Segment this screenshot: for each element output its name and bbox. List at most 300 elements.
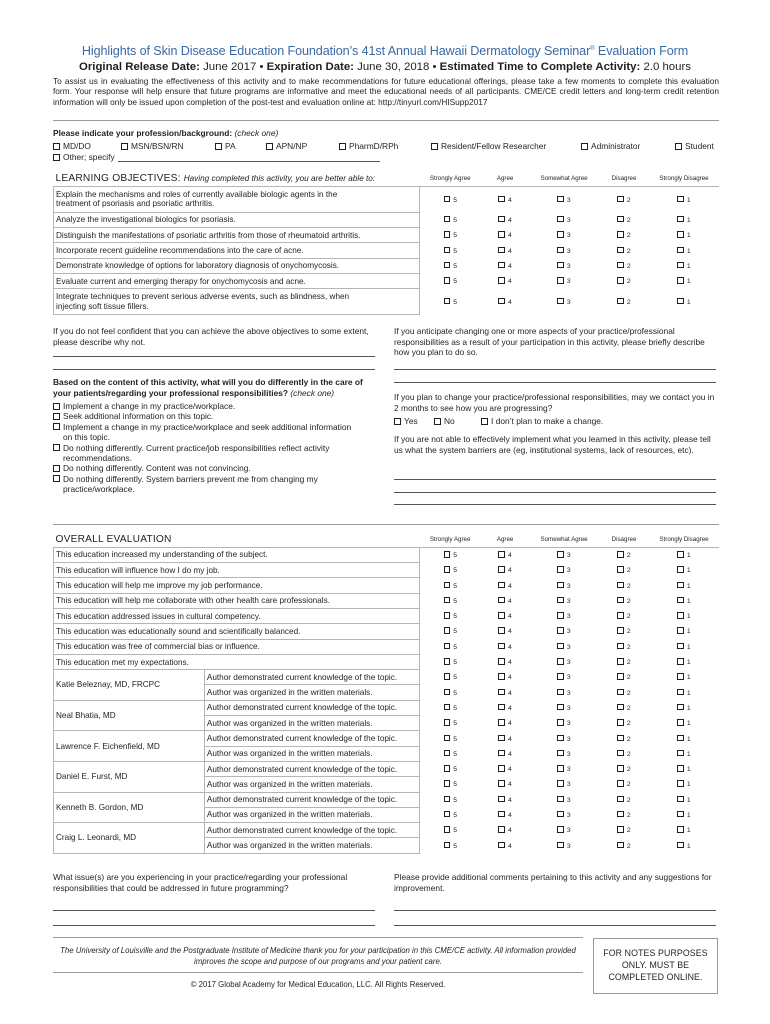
rating-option[interactable]: 3: [529, 593, 599, 608]
rating-option[interactable]: 2: [599, 563, 649, 578]
rating-checkbox[interactable]: [557, 735, 564, 742]
profession-option[interactable]: Student: [675, 141, 714, 151]
answer-line[interactable]: [53, 369, 375, 370]
rating-option[interactable]: 1: [649, 838, 719, 853]
rating-option[interactable]: 4: [481, 731, 529, 746]
rating-checkbox[interactable]: [557, 811, 564, 818]
rating-option[interactable]: 4: [481, 700, 529, 715]
rating-option[interactable]: 3: [529, 838, 599, 853]
rating-checkbox[interactable]: [498, 704, 505, 711]
rating-option[interactable]: 3: [529, 578, 599, 593]
rating-option[interactable]: 1: [649, 593, 719, 608]
profession-option[interactable]: Resident/Fellow Researcher: [431, 141, 546, 151]
rating-option[interactable]: 3: [529, 228, 599, 243]
rating-checkbox[interactable]: [617, 627, 624, 634]
do-differently-option[interactable]: Seek additional information on this topic.: [53, 411, 353, 421]
rating-checkbox[interactable]: [498, 216, 505, 223]
rating-option[interactable]: 4: [481, 563, 529, 578]
rating-option[interactable]: 2: [599, 792, 649, 807]
rating-option[interactable]: 1: [649, 258, 719, 273]
rating-option[interactable]: 4: [481, 823, 529, 838]
rating-checkbox[interactable]: [677, 811, 684, 818]
rating-option[interactable]: 3: [529, 563, 599, 578]
rating-checkbox[interactable]: [617, 704, 624, 711]
rating-option[interactable]: 4: [481, 593, 529, 608]
do-differently-option[interactable]: Do nothing differently. System barriers prevent me from changing my practice/workplace.: [53, 474, 353, 495]
rating-option[interactable]: 1: [649, 289, 719, 315]
rating-checkbox[interactable]: [498, 735, 505, 742]
rating-checkbox[interactable]: [444, 826, 451, 833]
rating-checkbox[interactable]: [498, 643, 505, 650]
rating-checkbox[interactable]: [677, 566, 684, 573]
answer-line[interactable]: [394, 479, 716, 480]
rating-option[interactable]: 5: [419, 578, 481, 593]
rating-option[interactable]: 5: [419, 639, 481, 654]
rating-option[interactable]: 3: [529, 761, 599, 776]
rating-checkbox[interactable]: [677, 704, 684, 711]
rating-checkbox[interactable]: [444, 262, 451, 269]
rating-checkbox[interactable]: [617, 597, 624, 604]
rating-option[interactable]: 2: [599, 186, 649, 212]
rating-checkbox[interactable]: [498, 658, 505, 665]
rating-checkbox[interactable]: [444, 811, 451, 818]
do-differently-option[interactable]: Do nothing differently. Content was not convincing.: [53, 463, 353, 473]
rating-checkbox[interactable]: [617, 780, 624, 787]
profession-option[interactable]: APN/NP: [266, 141, 307, 151]
rating-option[interactable]: 5: [419, 838, 481, 853]
rating-option[interactable]: 5: [419, 186, 481, 212]
rating-option[interactable]: 2: [599, 273, 649, 288]
rating-checkbox[interactable]: [677, 277, 684, 284]
rating-checkbox[interactable]: [677, 612, 684, 619]
rating-checkbox[interactable]: [557, 780, 564, 787]
rating-checkbox[interactable]: [444, 612, 451, 619]
profession-option[interactable]: MSN/BSN/RN: [121, 141, 184, 151]
rating-checkbox[interactable]: [617, 735, 624, 742]
rating-checkbox[interactable]: [444, 704, 451, 711]
rating-checkbox[interactable]: [557, 551, 564, 558]
rating-option[interactable]: 1: [649, 639, 719, 654]
rating-checkbox[interactable]: [677, 551, 684, 558]
rating-option[interactable]: 4: [481, 273, 529, 288]
rating-option[interactable]: 4: [481, 243, 529, 258]
rating-checkbox[interactable]: [557, 566, 564, 573]
rating-checkbox[interactable]: [557, 582, 564, 589]
rating-option[interactable]: 2: [599, 777, 649, 792]
rating-option[interactable]: 4: [481, 212, 529, 227]
profession-other[interactable]: Other; specify: [53, 152, 115, 163]
rating-checkbox[interactable]: [498, 750, 505, 757]
contact-no[interactable]: No: [434, 416, 455, 426]
rating-option[interactable]: 4: [481, 258, 529, 273]
rating-option[interactable]: 3: [529, 716, 599, 731]
rating-checkbox[interactable]: [498, 196, 505, 203]
rating-option[interactable]: 1: [649, 578, 719, 593]
answer-line[interactable]: [394, 492, 716, 493]
rating-checkbox[interactable]: [498, 811, 505, 818]
rating-checkbox[interactable]: [557, 277, 564, 284]
rating-option[interactable]: 2: [599, 639, 649, 654]
rating-option[interactable]: 1: [649, 228, 719, 243]
rating-option[interactable]: 3: [529, 670, 599, 685]
rating-checkbox[interactable]: [557, 765, 564, 772]
rating-checkbox[interactable]: [617, 842, 624, 849]
rating-option[interactable]: 5: [419, 593, 481, 608]
rating-option[interactable]: 5: [419, 563, 481, 578]
rating-checkbox[interactable]: [677, 842, 684, 849]
rating-checkbox[interactable]: [444, 765, 451, 772]
rating-option[interactable]: 1: [649, 186, 719, 212]
rating-checkbox[interactable]: [444, 597, 451, 604]
rating-option[interactable]: 5: [419, 670, 481, 685]
rating-option[interactable]: 3: [529, 639, 599, 654]
rating-option[interactable]: 3: [529, 547, 599, 562]
rating-checkbox[interactable]: [677, 597, 684, 604]
profession-option[interactable]: Administrator: [581, 141, 640, 151]
rating-checkbox[interactable]: [617, 196, 624, 203]
rating-option[interactable]: 2: [599, 243, 649, 258]
rating-option[interactable]: 3: [529, 792, 599, 807]
rating-option[interactable]: 1: [649, 547, 719, 562]
rating-option[interactable]: 1: [649, 624, 719, 639]
rating-checkbox[interactable]: [677, 780, 684, 787]
rating-option[interactable]: 3: [529, 700, 599, 715]
rating-option[interactable]: 4: [481, 746, 529, 761]
rating-checkbox[interactable]: [557, 196, 564, 203]
rating-option[interactable]: 2: [599, 685, 649, 700]
rating-checkbox[interactable]: [498, 826, 505, 833]
rating-option[interactable]: 1: [649, 212, 719, 227]
rating-option[interactable]: 5: [419, 792, 481, 807]
rating-checkbox[interactable]: [617, 658, 624, 665]
rating-checkbox[interactable]: [677, 735, 684, 742]
rating-checkbox[interactable]: [444, 277, 451, 284]
contact-no-change[interactable]: I don’t plan to make a change.: [481, 416, 603, 426]
rating-option[interactable]: 3: [529, 273, 599, 288]
rating-option[interactable]: 2: [599, 228, 649, 243]
rating-checkbox[interactable]: [498, 842, 505, 849]
rating-option[interactable]: 4: [481, 761, 529, 776]
answer-line[interactable]: [394, 369, 716, 370]
rating-option[interactable]: 3: [529, 746, 599, 761]
rating-option[interactable]: 1: [649, 807, 719, 822]
rating-option[interactable]: 4: [481, 716, 529, 731]
rating-checkbox[interactable]: [444, 643, 451, 650]
rating-checkbox[interactable]: [557, 689, 564, 696]
rating-checkbox[interactable]: [444, 216, 451, 223]
rating-option[interactable]: 2: [599, 258, 649, 273]
rating-checkbox[interactable]: [557, 658, 564, 665]
rating-checkbox[interactable]: [617, 826, 624, 833]
answer-line[interactable]: [394, 504, 716, 505]
rating-option[interactable]: 1: [649, 777, 719, 792]
rating-checkbox[interactable]: [677, 582, 684, 589]
rating-checkbox[interactable]: [617, 673, 624, 680]
rating-option[interactable]: 2: [599, 624, 649, 639]
rating-option[interactable]: 2: [599, 654, 649, 669]
rating-checkbox[interactable]: [677, 643, 684, 650]
rating-checkbox[interactable]: [498, 597, 505, 604]
rating-checkbox[interactable]: [557, 704, 564, 711]
rating-option[interactable]: 3: [529, 777, 599, 792]
rating-checkbox[interactable]: [498, 689, 505, 696]
rating-checkbox[interactable]: [677, 627, 684, 634]
do-differently-option[interactable]: Implement a change in my practice/workplace.: [53, 401, 353, 411]
rating-option[interactable]: 5: [419, 685, 481, 700]
do-differently-option[interactable]: Do nothing differently. Current practice/job responsibilities reflect activity recommendations.: [53, 443, 353, 464]
rating-checkbox[interactable]: [677, 247, 684, 254]
rating-checkbox[interactable]: [557, 750, 564, 757]
rating-option[interactable]: 1: [649, 823, 719, 838]
rating-option[interactable]: 5: [419, 746, 481, 761]
rating-checkbox[interactable]: [498, 566, 505, 573]
rating-option[interactable]: 2: [599, 700, 649, 715]
rating-option[interactable]: 5: [419, 823, 481, 838]
rating-checkbox[interactable]: [617, 719, 624, 726]
rating-checkbox[interactable]: [498, 551, 505, 558]
rating-checkbox[interactable]: [498, 765, 505, 772]
rating-checkbox[interactable]: [498, 582, 505, 589]
contact-yes[interactable]: Yes: [394, 416, 418, 426]
rating-checkbox[interactable]: [498, 612, 505, 619]
answer-line[interactable]: [53, 356, 375, 357]
rating-checkbox[interactable]: [498, 298, 505, 305]
rating-option[interactable]: 1: [649, 792, 719, 807]
rating-checkbox[interactable]: [444, 566, 451, 573]
rating-option[interactable]: 5: [419, 807, 481, 822]
answer-line[interactable]: [53, 910, 375, 911]
rating-option[interactable]: 5: [419, 700, 481, 715]
rating-option[interactable]: 4: [481, 186, 529, 212]
rating-option[interactable]: 5: [419, 624, 481, 639]
rating-checkbox[interactable]: [557, 796, 564, 803]
rating-checkbox[interactable]: [498, 231, 505, 238]
rating-checkbox[interactable]: [444, 658, 451, 665]
rating-option[interactable]: 3: [529, 608, 599, 623]
rating-option[interactable]: 1: [649, 731, 719, 746]
rating-checkbox[interactable]: [444, 735, 451, 742]
rating-checkbox[interactable]: [617, 765, 624, 772]
rating-checkbox[interactable]: [617, 298, 624, 305]
rating-option[interactable]: 2: [599, 289, 649, 315]
do-differently-option[interactable]: Implement a change in my practice/workplace and seek additional information on this topic.: [53, 422, 353, 443]
rating-checkbox[interactable]: [617, 796, 624, 803]
rating-checkbox[interactable]: [617, 277, 624, 284]
rating-option[interactable]: 5: [419, 654, 481, 669]
rating-checkbox[interactable]: [557, 216, 564, 223]
rating-option[interactable]: 1: [649, 685, 719, 700]
rating-checkbox[interactable]: [677, 826, 684, 833]
other-specify-line[interactable]: [118, 161, 380, 162]
rating-checkbox[interactable]: [617, 689, 624, 696]
rating-checkbox[interactable]: [498, 719, 505, 726]
rating-option[interactable]: 3: [529, 243, 599, 258]
rating-checkbox[interactable]: [617, 551, 624, 558]
profession-option[interactable]: PA: [215, 141, 236, 151]
rating-checkbox[interactable]: [617, 750, 624, 757]
rating-option[interactable]: 3: [529, 807, 599, 822]
rating-checkbox[interactable]: [617, 247, 624, 254]
rating-option[interactable]: 1: [649, 273, 719, 288]
rating-checkbox[interactable]: [444, 750, 451, 757]
rating-checkbox[interactable]: [557, 627, 564, 634]
rating-checkbox[interactable]: [557, 643, 564, 650]
rating-option[interactable]: 5: [419, 716, 481, 731]
rating-checkbox[interactable]: [617, 231, 624, 238]
rating-checkbox[interactable]: [557, 842, 564, 849]
rating-option[interactable]: 4: [481, 624, 529, 639]
rating-checkbox[interactable]: [444, 551, 451, 558]
rating-option[interactable]: 4: [481, 838, 529, 853]
answer-line[interactable]: [394, 910, 716, 911]
rating-checkbox[interactable]: [677, 689, 684, 696]
rating-option[interactable]: 4: [481, 578, 529, 593]
rating-option[interactable]: 5: [419, 608, 481, 623]
rating-option[interactable]: 1: [649, 608, 719, 623]
rating-checkbox[interactable]: [557, 719, 564, 726]
rating-checkbox[interactable]: [444, 582, 451, 589]
rating-option[interactable]: 5: [419, 273, 481, 288]
answer-line[interactable]: [394, 382, 716, 383]
rating-checkbox[interactable]: [617, 612, 624, 619]
rating-option[interactable]: 1: [649, 761, 719, 776]
rating-option[interactable]: 4: [481, 777, 529, 792]
rating-option[interactable]: 4: [481, 807, 529, 822]
rating-checkbox[interactable]: [498, 277, 505, 284]
rating-checkbox[interactable]: [677, 216, 684, 223]
rating-checkbox[interactable]: [444, 627, 451, 634]
rating-option[interactable]: 2: [599, 716, 649, 731]
rating-option[interactable]: 5: [419, 761, 481, 776]
rating-checkbox[interactable]: [617, 216, 624, 223]
rating-option[interactable]: 2: [599, 838, 649, 853]
rating-option[interactable]: 2: [599, 212, 649, 227]
rating-checkbox[interactable]: [677, 298, 684, 305]
rating-option[interactable]: 4: [481, 547, 529, 562]
rating-checkbox[interactable]: [557, 231, 564, 238]
rating-option[interactable]: 2: [599, 761, 649, 776]
rating-option[interactable]: 5: [419, 289, 481, 315]
rating-checkbox[interactable]: [444, 780, 451, 787]
rating-option[interactable]: 4: [481, 608, 529, 623]
rating-checkbox[interactable]: [444, 298, 451, 305]
rating-checkbox[interactable]: [617, 262, 624, 269]
rating-option[interactable]: 2: [599, 807, 649, 822]
rating-option[interactable]: 5: [419, 243, 481, 258]
rating-option[interactable]: 2: [599, 608, 649, 623]
rating-checkbox[interactable]: [498, 262, 505, 269]
rating-checkbox[interactable]: [498, 673, 505, 680]
rating-option[interactable]: 5: [419, 258, 481, 273]
rating-option[interactable]: 1: [649, 654, 719, 669]
rating-checkbox[interactable]: [677, 658, 684, 665]
rating-option[interactable]: 5: [419, 731, 481, 746]
rating-checkbox[interactable]: [557, 262, 564, 269]
rating-checkbox[interactable]: [444, 842, 451, 849]
rating-checkbox[interactable]: [444, 247, 451, 254]
rating-checkbox[interactable]: [677, 231, 684, 238]
rating-checkbox[interactable]: [677, 765, 684, 772]
rating-option[interactable]: 2: [599, 746, 649, 761]
rating-option[interactable]: 4: [481, 228, 529, 243]
rating-checkbox[interactable]: [557, 597, 564, 604]
rating-option[interactable]: 3: [529, 289, 599, 315]
rating-checkbox[interactable]: [498, 780, 505, 787]
rating-checkbox[interactable]: [617, 566, 624, 573]
rating-checkbox[interactable]: [444, 196, 451, 203]
rating-checkbox[interactable]: [498, 247, 505, 254]
rating-checkbox[interactable]: [557, 673, 564, 680]
answer-line[interactable]: [53, 925, 375, 926]
rating-checkbox[interactable]: [444, 689, 451, 696]
rating-checkbox[interactable]: [444, 719, 451, 726]
rating-option[interactable]: 3: [529, 212, 599, 227]
rating-checkbox[interactable]: [444, 231, 451, 238]
rating-checkbox[interactable]: [677, 796, 684, 803]
rating-option[interactable]: 2: [599, 670, 649, 685]
rating-option[interactable]: 4: [481, 654, 529, 669]
rating-option[interactable]: 2: [599, 593, 649, 608]
rating-option[interactable]: 3: [529, 654, 599, 669]
rating-checkbox[interactable]: [677, 262, 684, 269]
rating-checkbox[interactable]: [677, 196, 684, 203]
rating-option[interactable]: 3: [529, 186, 599, 212]
rating-option[interactable]: 3: [529, 258, 599, 273]
rating-option[interactable]: 1: [649, 670, 719, 685]
rating-checkbox[interactable]: [444, 673, 451, 680]
answer-line[interactable]: [394, 925, 716, 926]
rating-option[interactable]: 1: [649, 716, 719, 731]
rating-option[interactable]: 1: [649, 243, 719, 258]
rating-checkbox[interactable]: [557, 298, 564, 305]
rating-checkbox[interactable]: [677, 673, 684, 680]
rating-option[interactable]: 4: [481, 289, 529, 315]
rating-option[interactable]: 4: [481, 685, 529, 700]
rating-option[interactable]: 2: [599, 547, 649, 562]
rating-option[interactable]: 4: [481, 639, 529, 654]
rating-option[interactable]: 5: [419, 212, 481, 227]
rating-checkbox[interactable]: [557, 612, 564, 619]
rating-checkbox[interactable]: [444, 796, 451, 803]
rating-checkbox[interactable]: [617, 582, 624, 589]
rating-checkbox[interactable]: [617, 643, 624, 650]
rating-option[interactable]: 4: [481, 670, 529, 685]
rating-checkbox[interactable]: [677, 750, 684, 757]
rating-option[interactable]: 5: [419, 547, 481, 562]
profession-option[interactable]: PharmD/RPh: [339, 141, 398, 151]
rating-option[interactable]: 2: [599, 578, 649, 593]
rating-option[interactable]: 2: [599, 823, 649, 838]
rating-option[interactable]: 5: [419, 228, 481, 243]
rating-checkbox[interactable]: [557, 826, 564, 833]
rating-option[interactable]: 2: [599, 731, 649, 746]
rating-option[interactable]: 3: [529, 823, 599, 838]
rating-option[interactable]: 3: [529, 731, 599, 746]
rating-checkbox[interactable]: [677, 719, 684, 726]
rating-checkbox[interactable]: [498, 627, 505, 634]
rating-checkbox[interactable]: [557, 247, 564, 254]
rating-option[interactable]: 1: [649, 563, 719, 578]
rating-checkbox[interactable]: [498, 796, 505, 803]
rating-option[interactable]: 4: [481, 792, 529, 807]
rating-option[interactable]: 3: [529, 624, 599, 639]
rating-option[interactable]: 5: [419, 777, 481, 792]
rating-option[interactable]: 3: [529, 685, 599, 700]
profession-option[interactable]: MD/DO: [53, 141, 91, 151]
rating-option[interactable]: 1: [649, 700, 719, 715]
rating-option[interactable]: 1: [649, 746, 719, 761]
rating-checkbox[interactable]: [617, 811, 624, 818]
